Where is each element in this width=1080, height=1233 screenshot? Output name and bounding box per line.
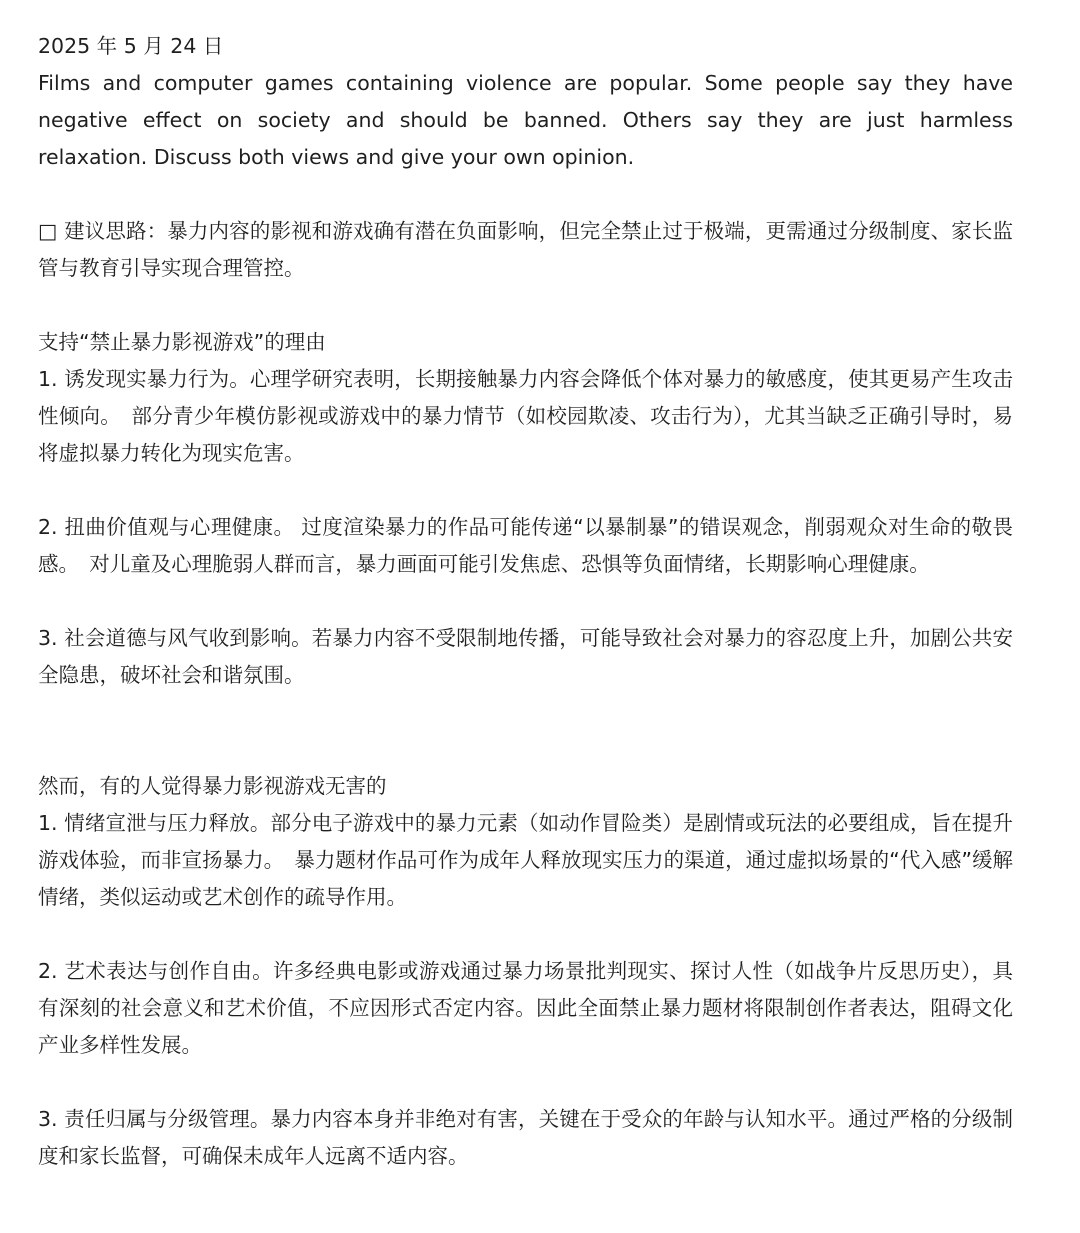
suggestion-paragraph: □ 建议思路：暴力内容的影视和游戏确有潜在负面影响，但完全禁止过于极端，更需通过分级制度、家长监管与教育引导实现合理管控。 [38,219,1013,280]
support-point-2: 2. 扭曲价值观与心理健康。 过度渲染暴力的作品可能传递“以暴制暴”的错误观念，削弱观众对生命的敬畏感。 对儿童及心理脆弱人群而言，暴力画面可能引发焦虑、恐惧等负面情绪，长期影响心理健康。 [38,515,1013,576]
essay-document [38,28,1013,1175]
oppose-point-2: 2. 艺术表达与创作自由。许多经典电影或游戏通过暴力场景批判现实、探讨人性（如战争片反思历史），具有深刻的社会意义和艺术价值，不应因形式否定内容。因此全面禁止暴力题材将限制创作者表达，阻碍文化产业多样性发展。 [38,959,1013,1057]
oppose-heading: 然而，有的人觉得暴力影视游戏无害的 [38,774,387,798]
blank-lines [38,694,1013,768]
blank-line [38,583,1013,620]
blank-line [38,176,1013,213]
support-point-3: 3. 社会道德与风气收到影响。若暴力内容不受限制地传播，可能导致社会对暴力的容忍度上升，加剧公共安全隐患，破坏社会和谐氛围。 [38,626,1013,687]
oppose-point-1: 1. 情绪宣泄与压力释放。部分电子游戏中的暴力元素（如动作冒险类）是剧情或玩法的必要组成，旨在提升游戏体验，而非宣扬暴力。 暴力题材作品可作为成年人释放现实压力的渠道，通过虚拟场景的“代入感”缓解情绪，类似运动或艺术创作的疏导作用。 [38,811,1013,909]
support-heading: 支持“禁止暴力影视游戏”的理由 [38,330,326,354]
blank-line [38,916,1013,953]
blank-line [38,472,1013,509]
blank-line [38,1064,1013,1101]
date-line: 2025 年 5 月 24 日 [38,34,224,58]
support-point-1: 1. 诱发现实暴力行为。心理学研究表明，长期接触暴力内容会降低个体对暴力的敏感度，使其更易产生攻击性倾向。 部分青少年模仿影视或游戏中的暴力情节（如校园欺凌、攻击行为），尤其当缺乏正确引导时，易将虚拟暴力转化为现实危害。 [38,367,1013,465]
blank-line [38,287,1013,324]
essay-prompt: Films and computer games containing violence are popular. Some people say they have negative effect on society and should be banned. Others say they are just harmless relaxation. Discuss both views and give your own opinion. [38,71,1013,169]
oppose-point-3: 3. 责任归属与分级管理。暴力内容本身并非绝对有害，关键在于受众的年龄与认知水平。通过严格的分级制度和家长监督，可确保未成年人远离不适内容。 [38,1107,1013,1168]
